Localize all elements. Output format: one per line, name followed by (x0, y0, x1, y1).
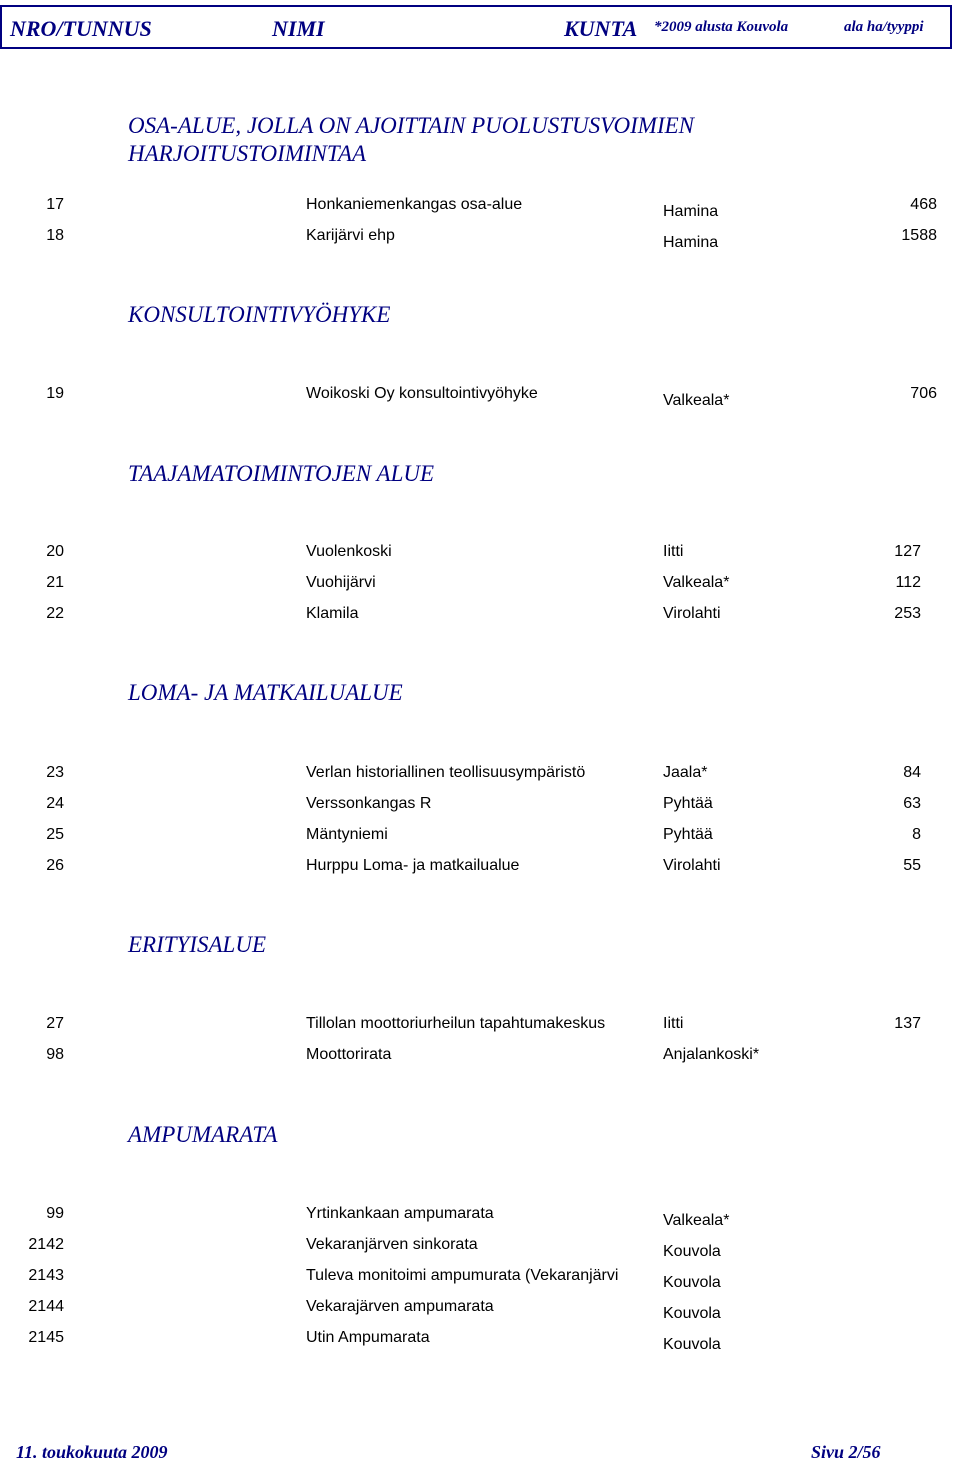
row-ala: 706 (910, 385, 937, 402)
row-nimi: Vekarajärven ampumarata (306, 1298, 494, 1315)
table-row (0, 1267, 960, 1291)
row-nimi: Tillolan moottoriurheilun tapahtumakeskus (306, 1015, 606, 1032)
table-row (0, 385, 960, 409)
row-nimi: Honkaniemenkangas osa-alue (306, 196, 523, 213)
row-ala: 137 (894, 1015, 921, 1032)
row-kunta: Kouvola (663, 1243, 721, 1260)
row-kunta: Anjalankoski* (663, 1046, 760, 1063)
table-row (0, 1329, 960, 1353)
section-title-line: LOMA- JA MATKAILUALUE (128, 680, 403, 705)
row-nro: 19 (46, 385, 64, 402)
row-nro: 2145 (28, 1329, 64, 1346)
row-nro: 20 (46, 543, 64, 560)
table-row (0, 1015, 960, 1039)
row-nro: 26 (46, 857, 64, 874)
row-kunta: Valkeala* (663, 574, 730, 591)
row-ala: 84 (903, 764, 921, 781)
section-title (128, 931, 266, 959)
row-kunta: Pyhtää (663, 826, 713, 843)
section-title (128, 1121, 277, 1149)
row-nro: 2144 (28, 1298, 64, 1315)
row-nro: 2142 (28, 1236, 64, 1253)
row-nro: 2143 (28, 1267, 64, 1284)
row-nro: 23 (46, 764, 64, 781)
row-nro: 27 (46, 1015, 64, 1032)
row-kunta: Pyhtää (663, 795, 713, 812)
row-kunta: Kouvola (663, 1305, 721, 1322)
table-row (0, 227, 960, 251)
row-nro: 98 (46, 1046, 64, 1063)
row-ala: 253 (894, 605, 921, 622)
row-nimi: Verssonkangas R (306, 795, 432, 812)
row-ala: 55 (903, 857, 921, 874)
section-title (128, 679, 403, 707)
table-row (0, 543, 960, 567)
row-nimi: Woikoski Oy konsultointivyöhyke (306, 385, 538, 402)
row-kunta: Jaala* (663, 764, 708, 781)
row-ala: 468 (910, 196, 937, 213)
row-kunta: Virolahti (663, 605, 721, 622)
row-nro: 99 (46, 1205, 64, 1222)
section-title-line: OSA-ALUE, JOLLA ON AJOITTAIN PUOLUSTUSVOIMIEN (128, 113, 695, 138)
row-nimi: Vuohijärvi (306, 574, 376, 591)
row-nimi: Hurppu Loma- ja matkailualue (306, 857, 520, 874)
row-nro: 24 (46, 795, 64, 812)
header-nro: NRO/TUNNUS (10, 16, 152, 41)
row-ala: 63 (903, 795, 921, 812)
section-title-line: KONSULTOINTIVYÖHYKE (128, 302, 391, 327)
row-ala: 8 (912, 826, 921, 843)
row-nimi: Verlan historiallinen teollisuusympäristö (306, 764, 586, 781)
table-row (0, 826, 960, 850)
row-nimi: Yrtinkankaan ampumarata (306, 1205, 494, 1222)
row-nimi: Vuolenkoski (306, 543, 392, 560)
row-nro: 18 (46, 227, 64, 244)
section-title (128, 301, 390, 329)
row-kunta: Hamina (663, 203, 719, 220)
row-nro: 21 (46, 574, 64, 591)
row-kunta: Kouvola (663, 1274, 721, 1291)
row-ala: 127 (894, 543, 921, 560)
table-row (0, 764, 960, 788)
row-nimi: Klamila (306, 605, 359, 622)
header-kunta: KUNTA (564, 16, 638, 41)
row-nimi: Vekaranjärven sinkorata (306, 1236, 478, 1253)
table-row (0, 574, 960, 598)
table-row (0, 795, 960, 819)
section-title (128, 112, 694, 168)
row-kunta: Iitti (663, 1015, 684, 1032)
row-nimi: Utin Ampumarata (306, 1329, 430, 1346)
row-nimi: Moottorirata (306, 1046, 392, 1063)
table-row (0, 196, 960, 220)
table-row (0, 1205, 960, 1229)
row-kunta: Valkeala* (663, 1212, 730, 1229)
row-kunta: Kouvola (663, 1336, 721, 1353)
row-nimi: Karijärvi ehp (306, 227, 395, 244)
row-kunta: Hamina (663, 234, 719, 251)
table-row (0, 1046, 960, 1070)
section-title-line: AMPUMARATA (128, 1122, 278, 1147)
section-title-line: TAAJAMATOIMINTOJEN ALUE (128, 461, 435, 486)
table-row (0, 605, 960, 629)
section-title (128, 460, 434, 488)
header-area-type: ala ha/tyyppi (844, 19, 924, 35)
row-ala: 1588 (901, 227, 937, 244)
row-nro: 22 (46, 605, 64, 622)
row-nimi: Tuleva monitoimi ampumurata (Vekaranjärvi (306, 1267, 619, 1284)
footer-date: 11. toukokuuta 2009 (16, 1442, 168, 1462)
section-title-line: ERITYISALUE (128, 932, 266, 957)
row-kunta: Iitti (663, 543, 684, 560)
footer-page-number: Sivu 2/56 (811, 1442, 881, 1462)
row-nimi: Mäntyniemi (306, 826, 388, 843)
section-title-line: HARJOITUSTOIMINTAA (128, 141, 367, 166)
row-nro: 25 (46, 826, 64, 843)
table-row (0, 1236, 960, 1260)
table-row (0, 857, 960, 881)
row-ala: 112 (895, 574, 921, 591)
row-nro: 17 (46, 196, 64, 213)
table-row (0, 1298, 960, 1322)
header-note: *2009 alusta Kouvola (654, 19, 789, 35)
header-nimi: NIMI (272, 16, 325, 41)
row-kunta: Valkeala* (663, 392, 730, 409)
column-header-bar (0, 5, 952, 49)
row-kunta: Virolahti (663, 857, 721, 874)
